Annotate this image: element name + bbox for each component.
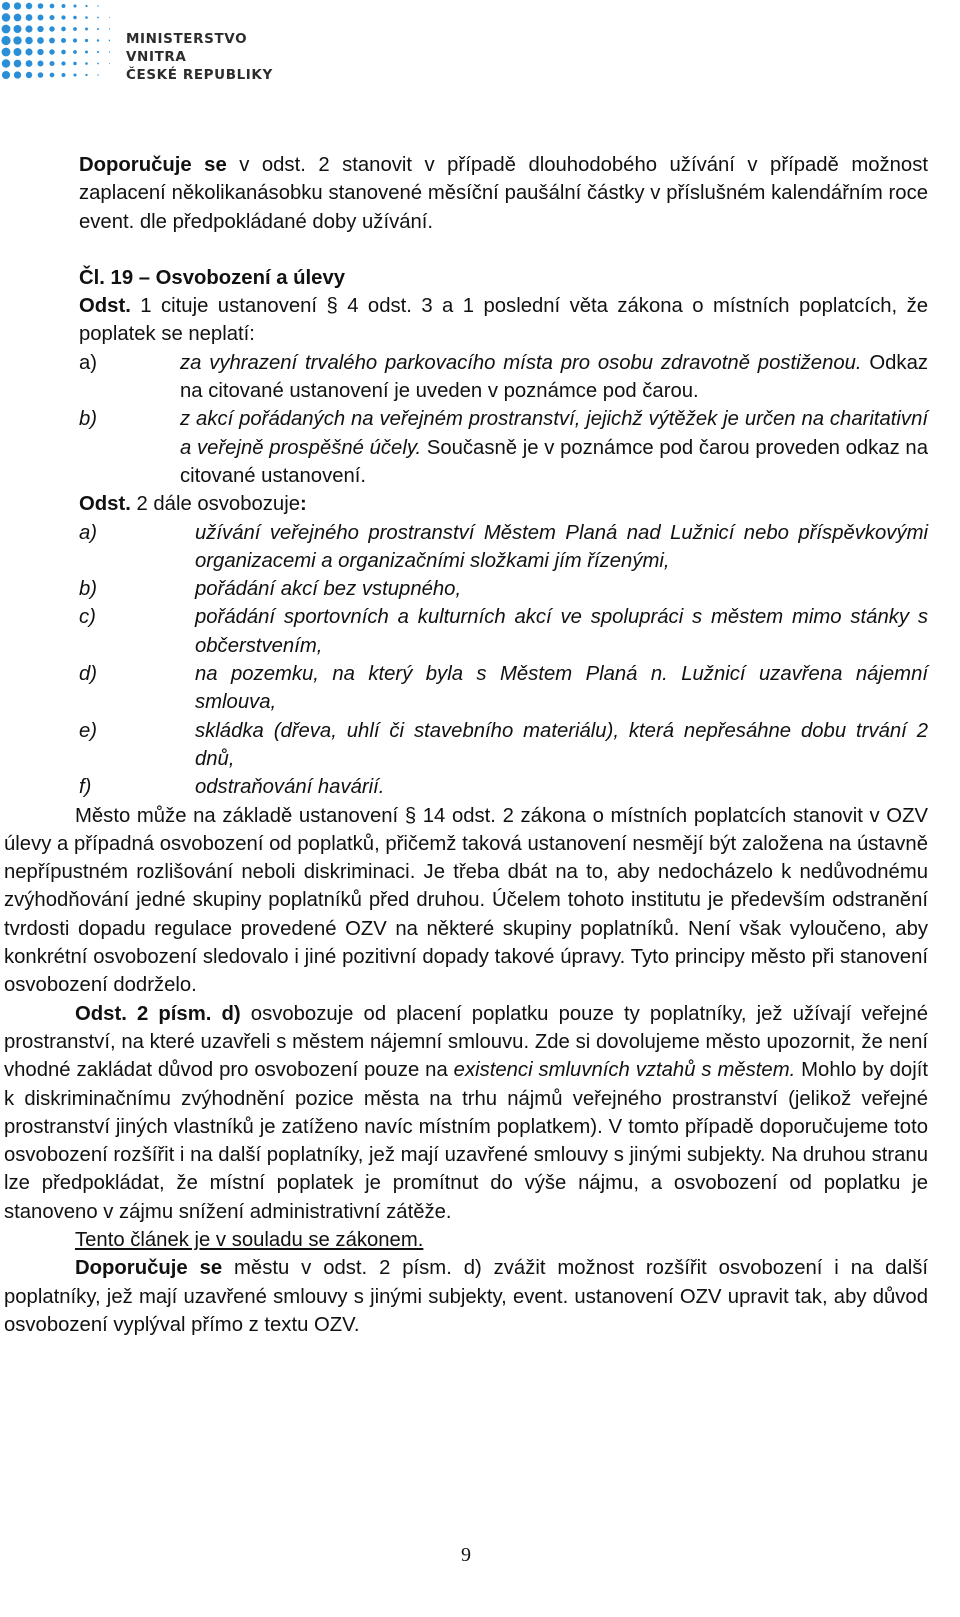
- list-item-text: pořádání sportovních a kulturních akcí ve spolupráci s městem mimo stánky s občerstvením,: [195, 606, 928, 657]
- logo-dot: [2, 59, 10, 67]
- logo-dot: [73, 50, 77, 54]
- logo-dot: [97, 28, 99, 30]
- list-item-text: odstraňování havárií.: [195, 776, 385, 799]
- logo-dot: [37, 49, 43, 55]
- logo-dot: [2, 13, 10, 21]
- list-marker: e): [79, 719, 98, 742]
- recommendation-bold: Doporučuje se: [79, 154, 227, 176]
- logo-dot: [37, 37, 44, 44]
- odst1-label: Odst.: [79, 295, 131, 318]
- odst1-text-1: 1 cituje ustanovení: [130, 295, 327, 318]
- logo-line-1: MINISTERSTVO VNITRA: [126, 31, 248, 65]
- list-item-italic: za vyhrazení trvalého parkovacího místa pro osobu zdravotně postiženou.: [180, 351, 862, 374]
- logo-dot: [73, 38, 77, 42]
- odst1-paragraph: [4, 292, 928, 349]
- logo-dot: [49, 26, 54, 31]
- list-item-italic: z akcí pořádaných na veřejném prostranství, jejichž výtěžek je určen na charitativní a veřejně prospěšné účely.: [180, 408, 928, 459]
- conformity-statement: [4, 1226, 928, 1254]
- logo-dot: [26, 3, 32, 9]
- odst1-text-2: 4 odst. 3 a 1 poslední věta zákona o místních poplatcích, že poplatek se neplatí:: [79, 295, 928, 346]
- logo-dot: [38, 61, 44, 67]
- odst2-paragraph: [4, 490, 928, 518]
- list-marker: a): [79, 521, 98, 544]
- logo-dot: [73, 16, 76, 19]
- logo-dot: [97, 63, 99, 65]
- odst2d-label: Odst. 2 písm. d): [75, 1002, 241, 1025]
- logo-dot: [49, 49, 54, 54]
- odst2d-paragraph: [4, 1000, 928, 1226]
- odst2-item-d: [4, 660, 928, 717]
- logo-dot: [14, 14, 22, 22]
- logo-dot: [61, 27, 66, 32]
- logo-dot: [85, 51, 88, 54]
- logo-dot: [97, 51, 99, 53]
- logo-dot: [109, 51, 110, 52]
- mesto-text-1: Město může na základě ustanovení: [75, 804, 405, 827]
- logo-dot: [26, 60, 33, 67]
- list-item-text: užívání veřejného prostranství Městem Planá nad Lužnicí nebo příspěvkovými organizacemi a organizačními složkami jím řízenými,: [195, 521, 928, 572]
- odst2-item-e: [4, 717, 928, 774]
- logo-dot: [14, 71, 21, 78]
- logo-dot: [2, 71, 10, 79]
- logo-dot: [49, 61, 54, 66]
- list-marker: f): [79, 776, 92, 799]
- conformity-text: Tento článek je v souladu se zákonem.: [75, 1228, 424, 1251]
- logo-dot: [109, 40, 110, 42]
- recommendation-text: městu v odst. 2 písm. d) zvážit možnost rozšířit osvobození i na další poplatníky, jež mají uzavřené smlouvy s jinými subjekty, event. ustanovení OZV upravit tak, aby důvod osvobození vyplýval přímo z textu OZV.: [4, 1257, 928, 1336]
- logo-dot: [109, 17, 110, 18]
- mesto-text-2: 14 odst. 2 zákona o místních poplatcích stanovit v OZV úlevy a případná osvobození od poplatků, přičemž taková ustanovení nesmějí být založena na ústavně nepřípustném rozlišování neboli diskriminaci. Je třeba dbát na to, aby nedocházelo k nedůvodnému zvýhodňování jedné skupiny poplatníků před druhou. Účelem tohoto institutu je především odstranění tvrdosti dopadu regulace provedené OZV na některé skupiny poplatníků. Není však vyloučeno, aby konkrétní osvobození sledovalo i jiné pozitivní dopady takové úpravy. Tyto principy město při stanovení osvobození dodrželo.: [4, 804, 928, 997]
- logo-dot: [73, 27, 77, 31]
- odst2-item-a: [4, 519, 928, 576]
- logo-dot: [37, 26, 43, 32]
- logo-dot: [1, 36, 10, 45]
- logo-dot: [97, 74, 98, 75]
- list-marker: b): [79, 408, 98, 431]
- logo-dot: [25, 48, 32, 55]
- logo-dot: [14, 60, 22, 68]
- article-heading: Čl. 19 – Osvobození a úlevy: [79, 266, 346, 289]
- logo-text: [126, 30, 300, 84]
- odst2-label: Odst.: [79, 493, 131, 516]
- logo-dot: [50, 73, 55, 78]
- logo-dot: [97, 17, 99, 19]
- odst2d-text-1: osvobozuje od placení poplatku pouze ty poplatníky, jež užívají veřejné prostranství, na které uzavřeli s městem nájemní smlouvu. Zde si dovolujeme město upozornit, že není vhodné zakládat důvod pro osvobození pouze na: [4, 1002, 928, 1082]
- logo-dot: [109, 28, 110, 29]
- logo-dot: [13, 36, 21, 44]
- logo-dot: [85, 74, 87, 76]
- logo-dot: [73, 73, 76, 76]
- logo-dot: [61, 38, 66, 43]
- logo-line-2: ČESKÉ REPUBLIKY: [126, 67, 273, 83]
- list-item-normal: Současně je v poznámce pod čarou proveden odkaz na citované ustanovení.: [180, 436, 928, 487]
- logo-dot: [14, 48, 22, 56]
- list-item-normal: Odkaz na citované ustanovení je uveden v poznámce pod čarou.: [180, 351, 928, 403]
- paragraph-sign: §: [326, 295, 338, 318]
- logo-dot: [49, 38, 55, 44]
- odst2-item-f: [4, 773, 928, 801]
- document-body: [4, 151, 928, 1339]
- logo-dot: [97, 5, 98, 6]
- logo-dot: [49, 15, 54, 20]
- logo-dot: [73, 4, 76, 7]
- list-marker: a): [79, 351, 98, 374]
- list-item-text: [180, 349, 928, 406]
- mesto-paragraph: [4, 802, 928, 1000]
- logo-dot: [97, 39, 99, 41]
- logo-dot: [61, 61, 65, 65]
- logo-dot: [50, 4, 55, 9]
- list-item-text: pořádání akcí bez vstupného,: [195, 578, 462, 601]
- recommendation-paragraph-2: [4, 1254, 928, 1339]
- odst2-text: 2 dále osvobozuje: [130, 493, 300, 516]
- logo-dot: [85, 16, 88, 19]
- logo-dot: [14, 25, 22, 33]
- logo-dot: [2, 48, 11, 57]
- logo-dot: [25, 37, 33, 45]
- recommendation-text: v odst. 2 stanovit v případě dlouhodobého užívání v případě možnost zaplacení několikanásobku stanovené měsíční paušální částky v příslušném kalendářním roce event. dle předpokládané doby užívání.: [79, 154, 928, 233]
- list-marker: b): [79, 578, 98, 601]
- list-item-text: na pozemku, na který byla s Městem Planá n. Lužnicí uzavřena nájemní smlouva,: [195, 663, 928, 714]
- odst2d-italic: existenci smluvních vztahů s městem.: [453, 1059, 796, 1082]
- logo-dot: [26, 14, 33, 21]
- recommendation-paragraph-1: [4, 151, 928, 236]
- logo-dot: [61, 15, 65, 19]
- list-marker: c): [79, 606, 96, 629]
- logo-dot: [14, 2, 21, 9]
- logo-dot: [73, 62, 76, 65]
- recommendation-bold: Doporučuje se: [75, 1257, 223, 1280]
- ministry-logo-dots-icon: [0, 0, 110, 84]
- logo-dot: [26, 72, 32, 78]
- logo-dot: [2, 25, 11, 34]
- list-marker: d): [79, 663, 98, 686]
- logo-dot: [85, 28, 88, 31]
- page-number: 9: [461, 1544, 471, 1566]
- odst2-item-b: [4, 575, 928, 603]
- odst2-item-c: [4, 603, 928, 660]
- logo-dot: [85, 39, 88, 42]
- logo-dot: [62, 73, 66, 77]
- logo-dot: [85, 5, 87, 7]
- list-item-text: [180, 405, 928, 490]
- logo-dot: [25, 25, 32, 32]
- ministry-logo: [0, 0, 300, 84]
- logo-dot: [38, 72, 44, 78]
- odst1-item-a: [4, 349, 928, 406]
- odst2-colon: :: [299, 493, 307, 516]
- logo-dot: [109, 63, 110, 64]
- paragraph-sign: §: [404, 804, 417, 827]
- logo-dot: [38, 15, 44, 21]
- odst1-item-b: [4, 405, 928, 490]
- logo-dot: [2, 2, 10, 10]
- logo-dot: [38, 3, 44, 9]
- odst2d-text-2: Mohlo by dojít k diskriminačnímu zvýhodnění pozice města na trhu nájmů veřejného prostranství (jelikož veřejné prostranství jiných vlastníků je zatíženo navíc místním poplatkem). V tomto případě doporučujeme toto osvobození rozšířit i na další poplatníky, jež mají uzavřené smlouvy s jinými subjekty. Na druhou stranu lze předpokládat, že místní poplatek je promítnut do výše nájmu, a osvobození od poplatku je stanoveno v zájmu snížení administrativní zátěže.: [4, 1059, 928, 1223]
- logo-dot: [85, 62, 88, 65]
- list-item-text: skládka (dřeva, uhlí či stavebního materiálu), která nepřesáhne dobu trvání 2 dnů,: [195, 719, 928, 770]
- logo-dot: [61, 50, 66, 55]
- logo-dot: [62, 4, 66, 8]
